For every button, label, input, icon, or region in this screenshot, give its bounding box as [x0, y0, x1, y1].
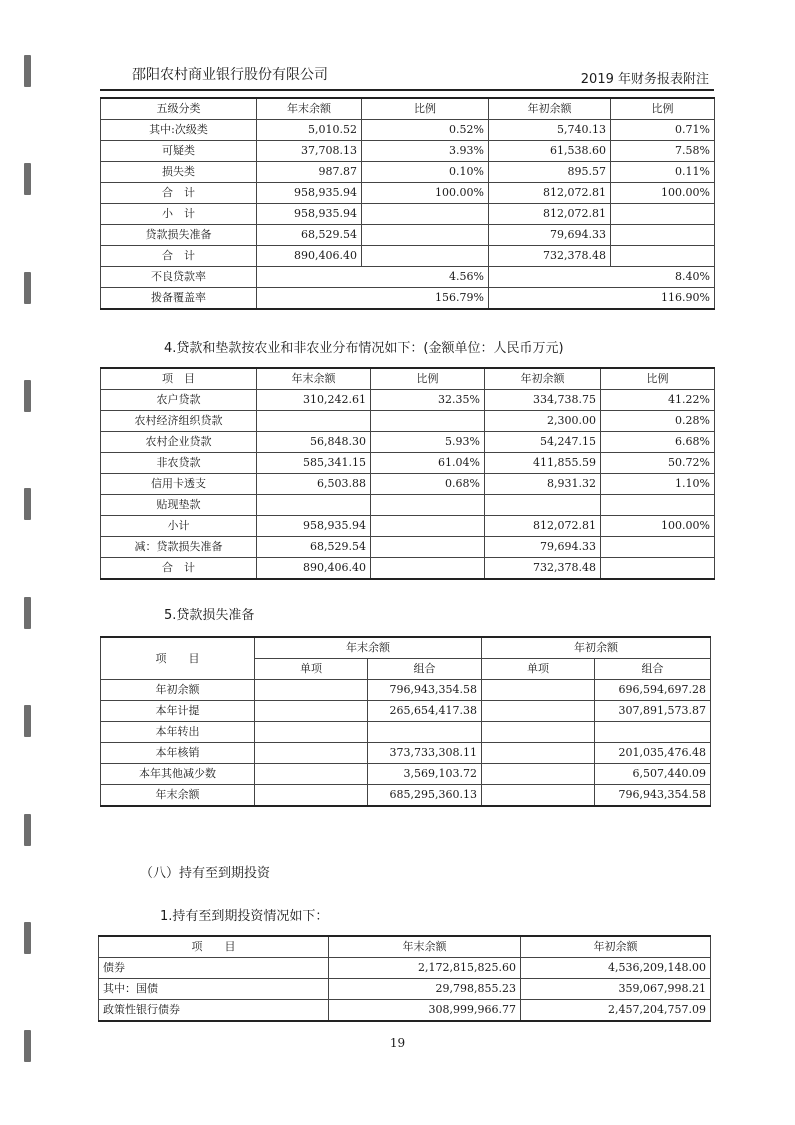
section-title: 1.持有至到期投资情况如下： — [160, 909, 329, 924]
cell: 农户贷款 — [101, 390, 257, 411]
cell: 201,035,476.48 — [595, 743, 711, 764]
cell: 年末余额 — [101, 785, 255, 807]
section-title: 5.贷款损失准备 — [164, 608, 255, 623]
cell: 3.93% — [362, 141, 489, 162]
binder-hole — [24, 488, 31, 520]
column-header: 单项 — [482, 659, 595, 680]
table-row — [101, 141, 715, 162]
cell: 贴现垫款 — [101, 495, 257, 516]
cell — [255, 743, 368, 764]
cell: 50.72% — [601, 453, 715, 474]
cell: 6.68% — [601, 432, 715, 453]
cell: 0.10% — [362, 162, 489, 183]
cell — [255, 785, 368, 807]
cell: 61,538.60 — [489, 141, 611, 162]
cell — [482, 785, 595, 807]
cell: 100.00% — [611, 183, 715, 204]
cell: 农村企业贷款 — [101, 432, 257, 453]
cell: 小 计 — [101, 204, 257, 225]
table-row — [101, 162, 715, 183]
cell — [482, 680, 595, 701]
binder-hole — [24, 705, 31, 737]
cell: 958,935.94 — [257, 183, 362, 204]
cell: 56,848.30 — [257, 432, 371, 453]
table-row — [101, 411, 715, 432]
cell — [362, 204, 489, 225]
cell: 其中：国债 — [99, 979, 329, 1000]
table-row — [101, 267, 715, 288]
cell — [371, 537, 485, 558]
cell: 812,072.81 — [489, 183, 611, 204]
column-group-header: 年初余额 — [482, 637, 711, 659]
cell: 359,067,998.21 — [521, 979, 711, 1000]
column-header: 年初余额 — [489, 98, 611, 120]
table-row — [99, 958, 711, 979]
cell: 贷款损失准备 — [101, 225, 257, 246]
column-header: 项 目 — [101, 368, 257, 390]
cell — [485, 495, 601, 516]
binder-hole — [24, 380, 31, 412]
cell: 373,733,308.11 — [368, 743, 482, 764]
column-header: 五级分类 — [101, 98, 257, 120]
cell: 合 计 — [101, 558, 257, 580]
cell: 100.00% — [601, 516, 715, 537]
column-header: 比例 — [371, 368, 485, 390]
company-name: 邵阳农村商业银行股份有限公司 — [132, 67, 328, 83]
table-row — [99, 1000, 711, 1022]
cell — [611, 204, 715, 225]
cell: 890,406.40 — [257, 246, 362, 267]
cell — [371, 558, 485, 580]
cell: 334,738.75 — [485, 390, 601, 411]
table-row — [101, 764, 711, 785]
cell: 41.22% — [601, 390, 715, 411]
cell: 拨备覆盖率 — [101, 288, 257, 310]
table-row — [101, 743, 711, 764]
cell: 61.04% — [371, 453, 485, 474]
cell: 非农贷款 — [101, 453, 257, 474]
loan-loss-reserve-table — [100, 636, 711, 807]
cell: 本年计提 — [101, 701, 255, 722]
section-heading: （八）持有至到期投资 — [140, 866, 271, 881]
column-group-header: 年末余额 — [255, 637, 482, 659]
cell: 987.87 — [257, 162, 362, 183]
column-header: 比例 — [362, 98, 489, 120]
cell: 100.00% — [362, 183, 489, 204]
report-title: 2019 年财务报表附注 — [580, 72, 709, 87]
cell: 4.56% — [257, 267, 489, 288]
cell — [371, 516, 485, 537]
held-to-maturity-table — [98, 935, 711, 1022]
cell — [601, 495, 715, 516]
column-header: 年初余额 — [485, 368, 601, 390]
cell: 损失类 — [101, 162, 257, 183]
cell: 585,341.15 — [257, 453, 371, 474]
cell: 本年核销 — [101, 743, 255, 764]
cell: 2,457,204,757.09 — [521, 1000, 711, 1022]
cell: 0.52% — [362, 120, 489, 141]
cell — [371, 495, 485, 516]
column-header: 单项 — [255, 659, 368, 680]
binder-hole — [24, 922, 31, 954]
table-row — [101, 785, 711, 807]
cell: 890,406.40 — [257, 558, 371, 580]
cell: 796,943,354.58 — [368, 680, 482, 701]
cell: 732,378.48 — [485, 558, 601, 580]
cell — [611, 225, 715, 246]
cell: 5,010.52 — [257, 120, 362, 141]
table-row — [101, 680, 711, 701]
table-row — [101, 432, 715, 453]
column-header: 年末余额 — [257, 368, 371, 390]
cell — [257, 411, 371, 432]
cell: 0.68% — [371, 474, 485, 495]
table-header-row — [99, 936, 711, 958]
cell: 308,999,966.77 — [329, 1000, 521, 1022]
cell: 29,798,855.23 — [329, 979, 521, 1000]
column-header: 年末余额 — [329, 936, 521, 958]
cell — [362, 246, 489, 267]
cell: 2,172,815,825.60 — [329, 958, 521, 979]
cell: 310,242.61 — [257, 390, 371, 411]
cell: 8.40% — [489, 267, 715, 288]
classification-table — [100, 97, 715, 310]
column-header: 比例 — [611, 98, 715, 120]
agri-distribution-table — [100, 367, 715, 580]
table-row — [101, 537, 715, 558]
cell: 农村经济组织贷款 — [101, 411, 257, 432]
cell: 79,694.33 — [485, 537, 601, 558]
cell — [362, 225, 489, 246]
cell — [482, 764, 595, 785]
cell: 减：贷款损失准备 — [101, 537, 257, 558]
cell: 411,855.59 — [485, 453, 601, 474]
cell: 696,594,697.28 — [595, 680, 711, 701]
cell — [255, 680, 368, 701]
table-header-row — [101, 368, 715, 390]
column-header: 比例 — [601, 368, 715, 390]
cell: 732,378.48 — [489, 246, 611, 267]
cell: 7.58% — [611, 141, 715, 162]
cell: 5,740.13 — [489, 120, 611, 141]
cell: 265,654,417.38 — [368, 701, 482, 722]
cell: 可疑类 — [101, 141, 257, 162]
cell: 685,295,360.13 — [368, 785, 482, 807]
cell — [595, 722, 711, 743]
cell: 156.79% — [257, 288, 489, 310]
cell — [255, 764, 368, 785]
cell: 6,503.88 — [257, 474, 371, 495]
table-row — [101, 390, 715, 411]
cell: 68,529.54 — [257, 537, 371, 558]
cell — [611, 246, 715, 267]
cell: 不良贷款率 — [101, 267, 257, 288]
cell: 政策性银行债券 — [99, 1000, 329, 1022]
cell: 4,536,209,148.00 — [521, 958, 711, 979]
cell — [257, 495, 371, 516]
cell: 895.57 — [489, 162, 611, 183]
table-row — [101, 516, 715, 537]
cell: 54,247.15 — [485, 432, 601, 453]
table-row — [101, 558, 715, 580]
table-row — [101, 453, 715, 474]
cell: 5.93% — [371, 432, 485, 453]
cell — [255, 701, 368, 722]
column-header: 项 目 — [101, 637, 255, 680]
table-header-row — [101, 637, 711, 659]
cell: 796,943,354.58 — [595, 785, 711, 807]
table-row — [101, 495, 715, 516]
binder-hole — [24, 597, 31, 629]
cell: 3,569,103.72 — [368, 764, 482, 785]
column-header: 年初余额 — [521, 936, 711, 958]
table-header-row — [101, 98, 715, 120]
binder-hole — [24, 55, 31, 87]
section-title: 4.贷款和垫款按农业和非农业分布情况如下：(金额单位：人民币万元) — [164, 341, 564, 356]
binder-hole — [24, 163, 31, 195]
cell: 年初余额 — [101, 680, 255, 701]
cell: 其中:次级类 — [101, 120, 257, 141]
cell: 本年转出 — [101, 722, 255, 743]
cell — [368, 722, 482, 743]
cell: 68,529.54 — [257, 225, 362, 246]
cell: 958,935.94 — [257, 516, 371, 537]
table-row — [101, 722, 711, 743]
cell: 79,694.33 — [489, 225, 611, 246]
table-row — [101, 246, 715, 267]
cell: 6,507,440.09 — [595, 764, 711, 785]
binder-hole — [24, 272, 31, 304]
cell: 0.28% — [601, 411, 715, 432]
cell — [601, 537, 715, 558]
cell: 0.11% — [611, 162, 715, 183]
cell: 8,931.32 — [485, 474, 601, 495]
cell — [371, 411, 485, 432]
table-row — [101, 474, 715, 495]
table-row — [101, 288, 715, 310]
cell: 812,072.81 — [485, 516, 601, 537]
table-row — [101, 183, 715, 204]
cell — [482, 722, 595, 743]
cell: 信用卡透支 — [101, 474, 257, 495]
cell: 本年其他减少数 — [101, 764, 255, 785]
cell: 116.90% — [489, 288, 715, 310]
table-row — [101, 204, 715, 225]
table-row — [99, 979, 711, 1000]
column-header: 组合 — [368, 659, 482, 680]
page-number: 19 — [389, 1036, 406, 1050]
cell: 307,891,573.87 — [595, 701, 711, 722]
cell — [601, 558, 715, 580]
cell: 812,072.81 — [489, 204, 611, 225]
table-row — [101, 120, 715, 141]
cell — [482, 701, 595, 722]
cell — [482, 743, 595, 764]
binder-hole — [24, 814, 31, 846]
cell: 0.71% — [611, 120, 715, 141]
header-rule — [100, 89, 714, 91]
cell: 37,708.13 — [257, 141, 362, 162]
cell: 32.35% — [371, 390, 485, 411]
column-header: 组合 — [595, 659, 711, 680]
cell: 1.10% — [601, 474, 715, 495]
cell: 合 计 — [101, 183, 257, 204]
column-header: 年末余额 — [257, 98, 362, 120]
cell: 小计 — [101, 516, 257, 537]
cell: 2,300.00 — [485, 411, 601, 432]
column-header: 项 目 — [99, 936, 329, 958]
cell: 合 计 — [101, 246, 257, 267]
cell — [255, 722, 368, 743]
cell: 958,935.94 — [257, 204, 362, 225]
table-row — [101, 225, 715, 246]
cell: 债券 — [99, 958, 329, 979]
table-row — [101, 701, 711, 722]
